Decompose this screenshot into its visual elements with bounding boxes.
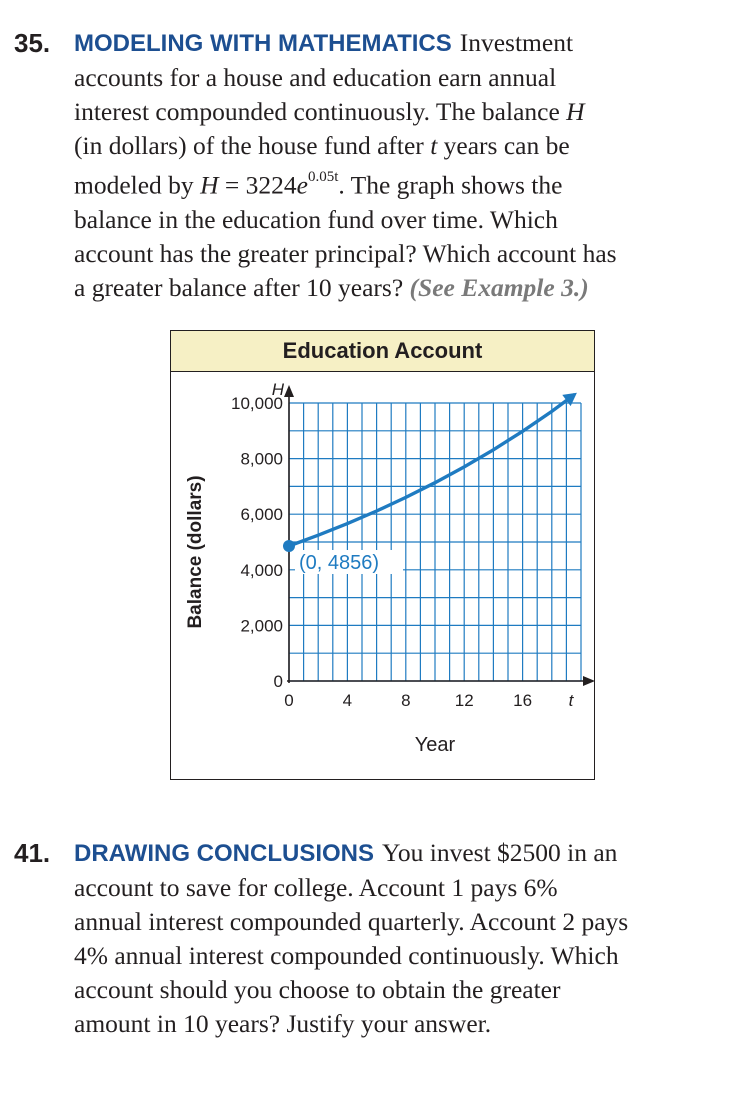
x-variable-label: t: [568, 691, 574, 710]
problem-text: [74, 26, 714, 305]
text-fragment: (in dollars) of the house fund after: [74, 131, 424, 160]
series-line: [289, 395, 574, 546]
point-label: (0, 4856): [299, 552, 380, 575]
text-line: [74, 95, 714, 129]
y-tick-label: 6,000: [240, 505, 283, 525]
text-line: [74, 271, 714, 305]
y-axis-title: Balance (dollars): [185, 475, 206, 629]
variable: H: [200, 170, 219, 200]
x-tick-label: 16: [513, 691, 533, 710]
text-fragment: Investment: [459, 28, 574, 57]
problem-heading: DRAWING CONCLUSIONS: [74, 840, 374, 867]
text-line: accounts for a house and education earn annual: [74, 63, 557, 92]
problem-number: 35.: [14, 28, 51, 58]
x-tick-label: 4: [342, 691, 353, 710]
chart-svg: [171, 331, 596, 781]
series-arrow: [562, 393, 577, 406]
x-tick-label: 12: [454, 691, 474, 710]
y-tick-label: 0: [273, 672, 283, 691]
text-line: [74, 129, 714, 163]
text-line: balance in the education fund over time. Which: [74, 204, 558, 234]
text-line: [74, 163, 714, 203]
text-fragment: interest compounded continuously. The balance: [74, 97, 560, 126]
exponent: 0.05t: [307, 169, 339, 185]
y-tick-label: 2,000: [240, 616, 283, 636]
text-line: [74, 26, 714, 61]
problem-heading: MODELING WITH MATHEMATICS: [74, 30, 452, 57]
y-tick-label: 10,000: [231, 394, 283, 413]
variable: e: [296, 170, 308, 200]
text-line: account should you choose to obtain the greater: [74, 975, 561, 1004]
text-fragment: . The graph shows the: [338, 170, 563, 200]
equation: = 3224: [218, 170, 297, 200]
text-fragment: a greater balance after 10 years?: [74, 272, 404, 302]
text-fragment: You invest $2500 in an: [382, 838, 618, 867]
data-point: [283, 540, 295, 552]
x-tick-label: 0: [284, 691, 294, 710]
x-tick-label: 8: [401, 691, 411, 710]
x-axis-arrow: [583, 676, 595, 686]
variable: H: [566, 97, 585, 126]
education-account-graph: [170, 330, 595, 780]
y-tick-label: 8,000: [240, 449, 283, 469]
example-reference: (See Example 3.): [409, 272, 589, 302]
text-fragment: years can be: [443, 131, 570, 160]
text-line: 4% annual interest compounded continuously. Which: [74, 941, 619, 970]
variable: t: [430, 131, 438, 160]
graph-title: Education Account: [171, 331, 594, 372]
y-axis-arrow: [284, 385, 294, 397]
text-line: account to save for college. Account 1 pays 6%: [74, 873, 558, 902]
text-line: amount in 10 years? Justify your answer.: [74, 1009, 492, 1038]
text-line: annual interest compounded quarterly. Account 2 pays: [74, 907, 629, 936]
text-line: [74, 836, 714, 871]
text-fragment: modeled by: [74, 170, 194, 200]
y-tick-label: 4,000: [240, 560, 283, 580]
y-variable-label: H: [271, 380, 284, 399]
text-line: account has the greater principal? Which account has: [74, 238, 617, 268]
x-axis-title: Year: [414, 734, 456, 756]
problem-number: 41.: [14, 838, 51, 868]
problem-text: [74, 836, 714, 1041]
